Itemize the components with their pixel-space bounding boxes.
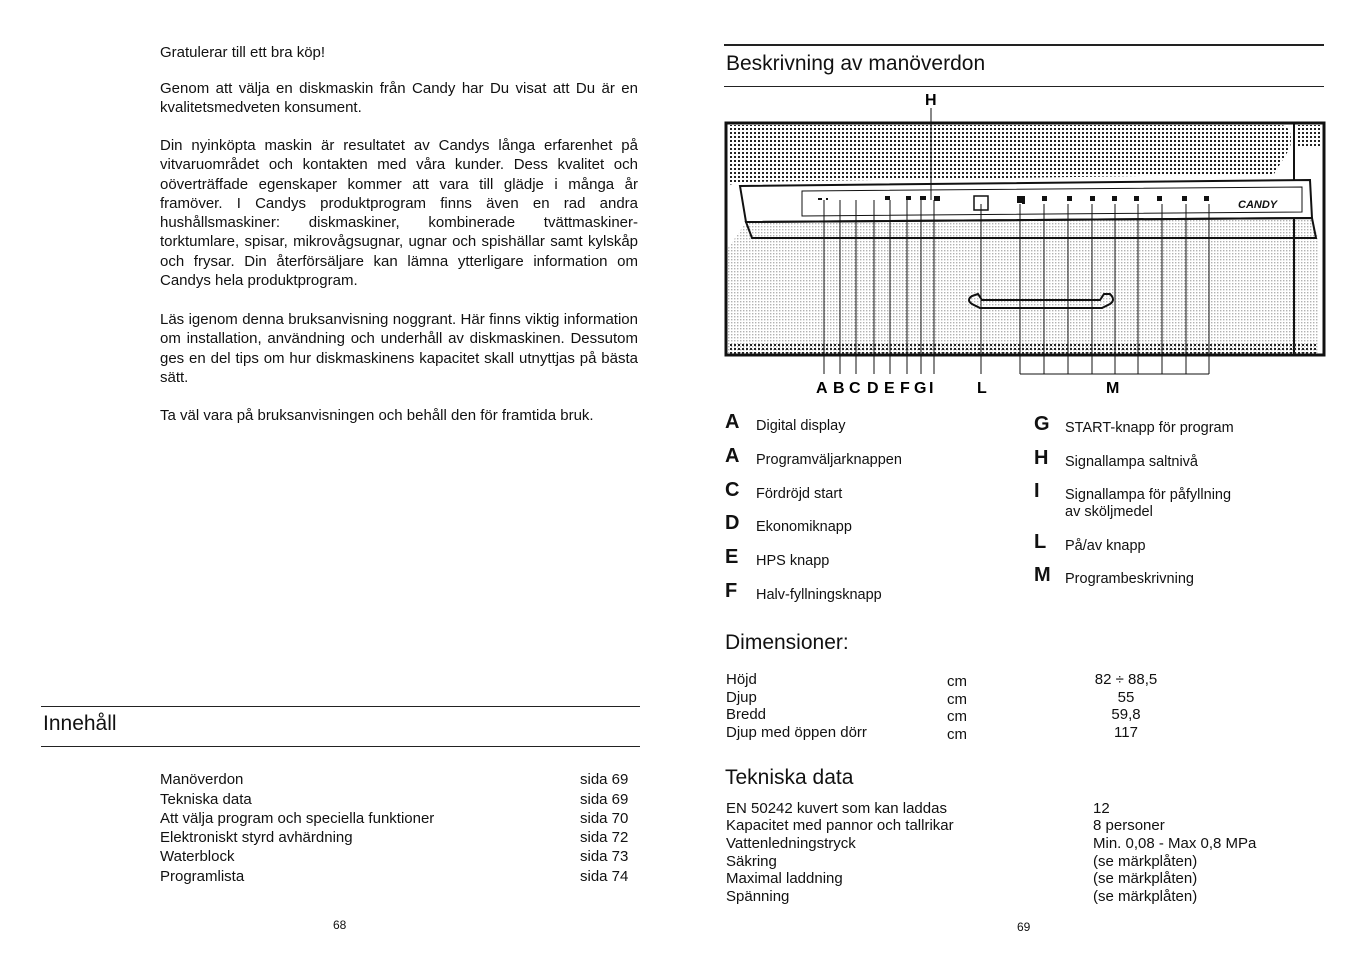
diagram-label-f: F — [900, 380, 910, 397]
toc-entry-title: Att välja program och speciella funktioner — [160, 810, 435, 827]
legend-item — [1034, 480, 1334, 530]
legend-item — [725, 411, 1015, 445]
toc-entry-title: Waterblock — [160, 848, 235, 865]
tech-row — [726, 870, 1286, 888]
toc-entry — [160, 810, 633, 829]
dimension-unit: cm — [947, 708, 967, 725]
tech-name: Kapacitet med pannor och tallrikar — [726, 817, 954, 834]
door-bottom-band — [728, 343, 1318, 355]
diagram-label-d: D — [867, 380, 879, 397]
tech-value: (se märkplåten) — [1093, 853, 1198, 870]
tech-name: EN 50242 kuvert som kan laddas — [726, 800, 947, 817]
tech-value: Min. 0,08 - Max 0,8 MPa — [1093, 835, 1257, 852]
dimension-value: 117 — [1114, 724, 1138, 741]
controls-top-rule — [724, 44, 1324, 46]
toc-entry-page: sida 69 — [580, 791, 629, 808]
legend-letter: M — [1034, 564, 1051, 586]
toc-entry — [160, 868, 633, 887]
legend-text: Programväljarknappen — [756, 452, 902, 468]
legend-text: Digital display — [756, 418, 846, 434]
legend-letter: A — [725, 411, 740, 433]
toc-entry-title: Elektroniskt styrd avhärdning — [160, 829, 353, 846]
tech-title: Tekniska data — [725, 766, 854, 789]
toc-entry-title: Manöverdon — [160, 771, 244, 788]
toc-entry-title: Programlista — [160, 868, 245, 885]
legend-text: START-knapp för program — [1065, 420, 1234, 436]
diagram-label-e: E — [884, 380, 895, 397]
legend-item — [725, 445, 1015, 479]
legend-text: HPS knapp — [756, 553, 830, 569]
dimension-value: 82 ÷ 88,5 — [1094, 671, 1158, 688]
tech-name: Maximal laddning — [726, 870, 843, 887]
toc-entry-title: Tekniska data — [160, 791, 252, 808]
legend-text: På/av knapp — [1065, 538, 1146, 554]
diagram-label-i: I — [929, 380, 934, 397]
diagram-label-c: C — [849, 380, 861, 397]
dimension-row — [726, 689, 1286, 707]
legend-item — [725, 479, 1015, 513]
diagram-label-l: L — [977, 380, 987, 397]
tech-value: (se märkplåten) — [1093, 888, 1198, 905]
intro-paragraph-2: Din nyinköpta maskin är resultatet av Candys långa erfarenhet på vitvaruområdet och kontakten med våra kunder. Dess kvalitet och oöverträffade egenskaper kommer att vara till glädje i många år framöver. I Candys produktprogram finns även en rad andra hushållsmaskiner: diskmaskiner, kombinerade tvättmaskiner-torktumlare, spisar, mikrovågsugnar, ugnar och spishällar samt kylskåp och frysar. Din återförsäljare kan lämna ytterligare information om Candys hela produktprogram. — [160, 137, 638, 290]
tech-name: Säkring — [726, 853, 777, 870]
dimension-unit: cm — [947, 673, 967, 690]
page-number-left: 68 — [333, 918, 347, 932]
toc-top-rule — [41, 706, 640, 707]
legend-letter: E — [725, 546, 739, 568]
legend-text: Halv-fyllningsknapp — [756, 587, 882, 603]
toc-entry-page: sida 69 — [580, 771, 629, 788]
legend-letter: H — [1034, 447, 1049, 469]
control-panel-diagram — [722, 88, 1327, 400]
legend-letter: F — [725, 580, 738, 602]
dimension-row — [726, 706, 1286, 724]
dotted-corner-area — [1296, 125, 1322, 148]
tech-row — [726, 800, 1286, 818]
tech-name: Vattenledningstryck — [726, 835, 856, 852]
legend-letter: D — [725, 512, 740, 534]
dimension-name: Djup med öppen dörr — [726, 724, 867, 741]
legend-text: Fördröjd start — [756, 486, 843, 502]
dimension-unit: cm — [947, 691, 967, 708]
diagram-label-h: H — [925, 92, 937, 109]
toc-entry-page: sida 72 — [580, 829, 629, 846]
legend-item — [1034, 447, 1334, 481]
dotted-lid-area — [728, 125, 1291, 185]
tech-value: (se märkplåten) — [1093, 870, 1198, 887]
diagram-label-m: M — [1106, 380, 1120, 397]
legend-text: Signallampa saltnivå — [1065, 454, 1198, 470]
controls-bottom-rule — [724, 86, 1324, 87]
toc-entry — [160, 791, 633, 810]
page-number-right: 69 — [1017, 920, 1031, 934]
intro-paragraph-1: Genom att välja en diskmaskin från Candy har Du visat att Du är en kvalitetsmedveten konsument. — [160, 80, 638, 117]
dimension-row — [726, 724, 1286, 742]
toc-title: Innehåll — [43, 712, 117, 735]
legend-text: Signallampa för påfyllning av sköljmedel — [1065, 487, 1232, 520]
intro-paragraph-4: Ta väl vara på bruksanvisningen och behåll den för framtida bruk. — [160, 407, 594, 424]
dimensions-title: Dimensioner: — [725, 631, 849, 654]
legend-letter: L — [1034, 531, 1047, 553]
legend-item — [725, 546, 1015, 580]
diagram-label-a: A — [816, 380, 828, 397]
legend-item — [1034, 531, 1334, 565]
tech-row — [726, 835, 1286, 853]
intro-paragraph-3: Läs igenom denna bruksanvisning noggrant. Här finns viktig information om installation, användning och underhåll av diskmaskinen. Dessutom ges en del tips om hur diskmaskinens kapacitet skall utnyttjas på bästa sätt. — [160, 311, 638, 386]
diagram-label-g: G — [914, 380, 927, 397]
tech-row — [726, 853, 1286, 871]
tech-row — [726, 888, 1286, 906]
legend-item — [725, 512, 1015, 546]
brand-logo: CANDY — [1238, 199, 1278, 211]
legend-text: Programbeskrivning — [1065, 571, 1194, 587]
legend-letter: C — [725, 479, 740, 501]
dimension-unit: cm — [947, 726, 967, 743]
dimension-value: 59,8 — [1111, 706, 1141, 723]
legend-text: Ekonomiknapp — [756, 519, 852, 535]
tech-value: 8 personer — [1093, 817, 1165, 834]
tech-name: Spänning — [726, 888, 790, 905]
tech-value: 12 — [1093, 800, 1110, 817]
toc-entry — [160, 848, 633, 867]
toc-entry-page: sida 73 — [580, 848, 629, 865]
intro-greeting: Gratulerar till ett bra köp! — [160, 44, 326, 61]
dimension-name: Djup — [726, 689, 757, 706]
controls-title: Beskrivning av manöverdon — [726, 52, 986, 75]
toc-entry-page: sida 70 — [580, 810, 629, 827]
toc-entry-page: sida 74 — [580, 868, 629, 885]
dimension-name: Höjd — [726, 671, 757, 688]
dimension-row — [726, 671, 1286, 689]
toc-entry — [160, 829, 633, 848]
tech-row — [726, 817, 1286, 835]
legend-item — [725, 580, 1015, 614]
legend-letter: A — [725, 445, 740, 467]
dimension-name: Bredd — [726, 706, 767, 723]
dimension-value: 55 — [1117, 689, 1135, 706]
legend-item — [1034, 413, 1334, 447]
diagram-label-b: B — [833, 380, 845, 397]
toc-bottom-rule — [41, 746, 640, 747]
legend-letter: G — [1034, 413, 1050, 435]
legend-item — [1034, 564, 1334, 598]
legend-letter: I — [1034, 480, 1040, 502]
toc-entry — [160, 771, 633, 790]
